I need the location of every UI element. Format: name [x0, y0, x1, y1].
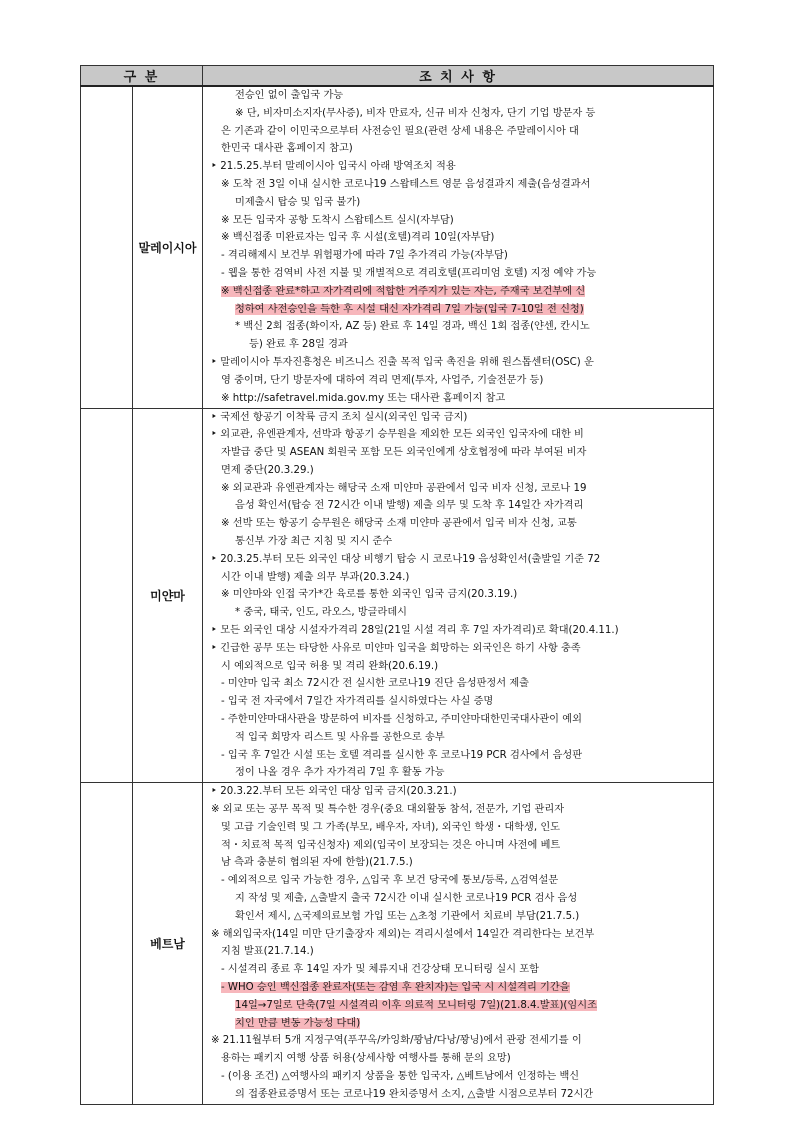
- highlighted-text-line: [211, 283, 707, 301]
- text-line: [211, 194, 707, 212]
- text-line: [211, 515, 707, 533]
- measures-cell-myanmar: [203, 408, 714, 783]
- country-malaysia: 말레이시아: [133, 86, 203, 408]
- text-line: [211, 336, 707, 354]
- text-line: [211, 908, 707, 926]
- text-line: [211, 711, 707, 729]
- text-line-content: 은 기존과 같이 이민국으로부터 사전승인 필요(관련 상세 내용은 주말레이시아 대: [221, 125, 579, 137]
- text-line-content: ‣ 20.3.22.부터 모든 외국인 대상 입국 금지(20.3.21.): [211, 786, 457, 798]
- text-line-content: ‣ 모든 외국인 대상 시설자가격리 28일(21일 시설 격리 후 7일 자가격리)로 확대(20.4.11.): [211, 625, 619, 637]
- text-line: [211, 265, 707, 283]
- text-line-content: - 미얀마 입국 최소 72시간 전 실시한 코로나19 진단 음성판정서 제출: [221, 678, 530, 690]
- text-line-content: 확인서 제시, △국제의료보험 가입 또는 △초청 기관에서 치료비 부담(21.7.5.): [235, 910, 580, 922]
- text-line-content: ※ 백신접종 미완료자는 입국 후 시설(호텔)격리 10일(자부담): [221, 232, 495, 244]
- text-line: [211, 87, 707, 105]
- text-line-content: - 격리해제시 보건부 위험평가에 따라 7일 추가격리 가능(자부담): [221, 250, 508, 262]
- table-row: [81, 408, 714, 783]
- text-line-content: 자발급 중단 및 ASEAN 회원국 포함 모든 외국인에게 상호협정에 따라 부여된 비자: [221, 447, 587, 459]
- text-line-content: - 웹을 통한 검역비 사전 지불 및 개별적으로 격리호텔(프리미엄 호텔) 지정 예약 가능: [221, 267, 597, 279]
- text-line-content: 전승인 없이 출입국 가능: [235, 90, 344, 101]
- highlighted-text-line: [211, 979, 707, 997]
- text-line-content: 적 입국 희망자 리스트 및 사유를 공한으로 송부: [235, 731, 445, 743]
- country-vietnam: 베트남: [133, 783, 203, 1104]
- text-line: [211, 943, 707, 961]
- text-line: [211, 819, 707, 837]
- text-line: [211, 480, 707, 498]
- text-line: [211, 354, 707, 372]
- text-line-content: ※ 도착 전 3일 이내 실시한 코로나19 스왑테스트 영문 음성결과지 제출(음성결과서: [221, 178, 591, 190]
- text-line-content: ※ 21.11월부터 5개 지정구역(푸꾸옥/카잉화/꽝남/다낭/꽝닝)에서 관광 전세기를 이: [211, 1035, 582, 1047]
- text-line-content: ※ 백신접종 완료*하고 자가격리에 적합한 거주지가 있는 자는, 주재국 보건부에 신: [221, 285, 586, 297]
- text-line-content: ‣ 국제선 항공기 이착륙 금지 조치 실시(외국인 입국 금지): [211, 411, 468, 423]
- text-line: [211, 961, 707, 979]
- text-line: [211, 497, 707, 515]
- country-myanmar: 미얀마: [133, 408, 203, 783]
- text-line-content: 통신부 가장 최근 지침 및 지시 준수: [235, 536, 393, 548]
- text-line-content: 의 접종완료증명서 또는 코로나19 완치증명서 소지, △출발 시점으로부터 72시간: [235, 1088, 594, 1100]
- text-line: [211, 176, 707, 194]
- text-line: [211, 551, 707, 569]
- text-line-content: - 예외적으로 입국 가능한 경우, △입국 후 보건 당국에 통보/등록, △검역설문: [221, 875, 559, 887]
- text-line-content: 14일→7일로 단축(7일 시설격리 이후 의료적 모니터링 7일)(21.8.4.발표)(임시조: [235, 999, 597, 1011]
- text-line-content: 지 작성 및 제출, △출발지 출국 72시간 이내 실시한 코로나19 PCR 검사 음성: [235, 893, 578, 905]
- text-line: [211, 747, 707, 765]
- text-line: [211, 158, 707, 176]
- text-line-content: ※ 선박 또는 항공기 승무원은 해당국 소재 미얀마 공관에서 입국 비자 신청, 교통: [221, 518, 577, 530]
- text-line-content: 치인 만큼 변동 가능성 다대): [235, 1017, 361, 1029]
- text-line: [211, 318, 707, 336]
- text-line-content: 등) 완료 후 28일 경과: [249, 339, 348, 351]
- text-line: [211, 1050, 707, 1068]
- text-line: [211, 604, 707, 622]
- text-line-content: ※ 해외입국자(14일 미만 단기출장자 제외)는 격리시설에서 14일간 격리한다는 보건부: [211, 928, 595, 940]
- table-row: [81, 783, 714, 1104]
- text-line-content: ‣ 외교관, 유엔관계자, 선박과 항공기 승무원을 제외한 모든 외국인 입국자에 대한 비: [211, 429, 584, 441]
- text-line: [211, 586, 707, 604]
- text-line: [211, 729, 707, 747]
- text-line-content: - 시설격리 종료 후 14일 자가 및 체류지내 건강상태 모니터링 실시 포함: [221, 964, 539, 976]
- text-line: [211, 837, 707, 855]
- text-line-content: - 입국 후 7일간 시설 또는 호텔 격리를 실시한 후 코로나19 PCR 검사에서 음성판: [221, 749, 583, 761]
- text-line: [211, 140, 707, 158]
- text-line-content: 남 측과 충분히 협의된 자에 한함)(21.7.5.): [221, 857, 413, 869]
- text-line-content: ※ 외교 또는 공무 목적 및 특수한 경우(중요 대외활동 참석, 전문가, 기업 관리자: [211, 804, 565, 816]
- text-line: [211, 533, 707, 551]
- text-line-content: * 중국, 태국, 인도, 라오스, 방글라데시: [235, 607, 408, 619]
- text-line: [211, 247, 707, 265]
- text-line: [211, 854, 707, 872]
- text-line: [211, 890, 707, 908]
- header-category: 구 분: [81, 66, 203, 87]
- text-line-content: 적・치료적 목적 입국신청자) 제외(입국이 보장되는 것은 아니며 사전에 베트: [221, 839, 561, 851]
- text-line-content: - 입국 전 자국에서 7일간 자가격리를 실시하였다는 사실 증명: [221, 696, 494, 708]
- text-line-content: 시간 이내 발행) 제출 의무 부과(20.3.24.): [221, 571, 410, 583]
- text-line-content: 시 예외적으로 입국 허용 및 격리 완화(20.6.19.): [221, 660, 439, 672]
- text-line-content: 지침 발표(21.7.14.): [221, 946, 314, 958]
- text-line: [211, 569, 707, 587]
- text-line-content: * 백신 2회 접종(화이자, AZ 등) 완료 후 14일 경과, 백신 1회 접종(얀센, 칸시노: [235, 321, 590, 333]
- text-line-content: - 주한미얀마대사관을 방문하여 비자를 신청하고, 주미얀마대한민국대사관이 예외: [221, 714, 582, 726]
- text-line: [211, 783, 707, 801]
- blank-cell: [81, 86, 133, 408]
- text-line-content: ‣ 말레이시아 투자진흥청은 비즈니스 진출 목적 입국 촉진을 위해 원스톱센터(OSC) 운: [211, 356, 594, 368]
- text-line: [211, 1032, 707, 1050]
- text-line-content: - WHO 승인 백신접종 완료자(또는 감염 후 완치자)는 입국 시 시설격리 기간을: [221, 982, 570, 993]
- text-line-content: 음성 확인서(탑승 전 72시간 이내 발행) 제출 의무 및 도착 후 14일간 자가격리: [235, 500, 584, 512]
- text-line: [211, 426, 707, 444]
- text-line: [211, 1086, 707, 1104]
- text-line-content: ※ 단, 비자미소지자(무사증), 비자 만료자, 신규 비자 신청자, 단기 기업 방문자 등: [235, 107, 596, 119]
- header-measures: 조 치 사 항: [203, 66, 714, 87]
- blank-cell: [81, 783, 133, 1104]
- highlighted-text-line: [211, 997, 707, 1015]
- text-line: [211, 390, 707, 408]
- text-line: [211, 622, 707, 640]
- highlighted-text-line: [211, 1015, 707, 1033]
- measures-cell-vietnam: [203, 783, 714, 1104]
- text-line-content: ※ 외교관과 유엔관계자는 해당국 소재 미얀마 공관에서 입국 비자 신청, 코로나 19: [221, 482, 587, 494]
- text-line: [211, 123, 707, 141]
- text-line: [211, 105, 707, 123]
- text-line-content: ※ http://safetravel.mida.gov.my 또는 대사관 홈페이지 참고: [221, 392, 506, 404]
- text-line-content: ‣ 긴급한 공무 또는 타당한 사유로 미얀마 입국을 희망하는 외국인은 하기 사항 충족: [211, 642, 581, 654]
- table-row: [81, 86, 714, 408]
- text-line: [211, 640, 707, 658]
- text-line: [211, 926, 707, 944]
- text-line: [211, 212, 707, 230]
- text-line: [211, 462, 707, 480]
- text-line-content: ‣ 21.5.25.부터 말레이시아 입국시 아래 방역조치 적용: [211, 161, 456, 173]
- table-header-row: [81, 66, 714, 87]
- text-line-content: 미제출시 탑승 및 입국 불가): [235, 196, 361, 208]
- text-line-content: 영 중이며, 단기 방문자에 대하여 격리 면제(투자, 사업주, 기술전문가 등): [221, 374, 544, 386]
- text-line-content: 청하여 사전승인을 득한 후 시설 대신 자가격리 7일 가능(입국 7-10일 전 신청): [235, 303, 584, 315]
- text-line: [211, 658, 707, 676]
- text-line: [211, 1068, 707, 1086]
- highlighted-text-line: [211, 301, 707, 319]
- text-line-content: - (이용 조건) △여행사의 패키지 상품을 통한 입국자, △베트남에서 인정하는 백신: [221, 1070, 580, 1082]
- text-line: [211, 229, 707, 247]
- text-line-content: 면제 중단(20.3.29.): [221, 464, 314, 476]
- text-line: [211, 693, 707, 711]
- text-line: [211, 409, 707, 427]
- text-line: [211, 444, 707, 462]
- text-line: [211, 764, 707, 782]
- text-line: [211, 801, 707, 819]
- measures-table: [80, 65, 714, 1105]
- text-line: [211, 872, 707, 890]
- text-line-content: 용하는 패키지 여행 상품 허용(상세사항 여행사를 통해 문의 요망): [221, 1053, 511, 1065]
- text-line-content: ※ 모든 입국자 공항 도착시 스왑테스트 실시(자부담): [221, 214, 454, 226]
- text-line-content: 정이 나올 경우 추가 자가격리 7일 후 활동 가능: [235, 767, 445, 779]
- measures-cell-malaysia: [203, 86, 714, 408]
- blank-cell: [81, 408, 133, 783]
- text-line-content: 및 고급 기술인력 및 그 가족(부모, 배우자, 자녀), 외국인 학생・대학생, 인도: [221, 821, 561, 833]
- text-line-content: 한민국 대사관 홈페이지 참고): [221, 143, 353, 155]
- text-line: [211, 372, 707, 390]
- text-line-content: ※ 미얀마와 인접 국가*간 육로를 통한 외국인 입국 금지(20.3.19.): [221, 589, 518, 601]
- text-line-content: ‣ 20.3.25.부터 모든 외국인 대상 비행기 탑승 시 코로나19 음성확인서(출발일 기준 72: [211, 553, 601, 565]
- text-line: [211, 675, 707, 693]
